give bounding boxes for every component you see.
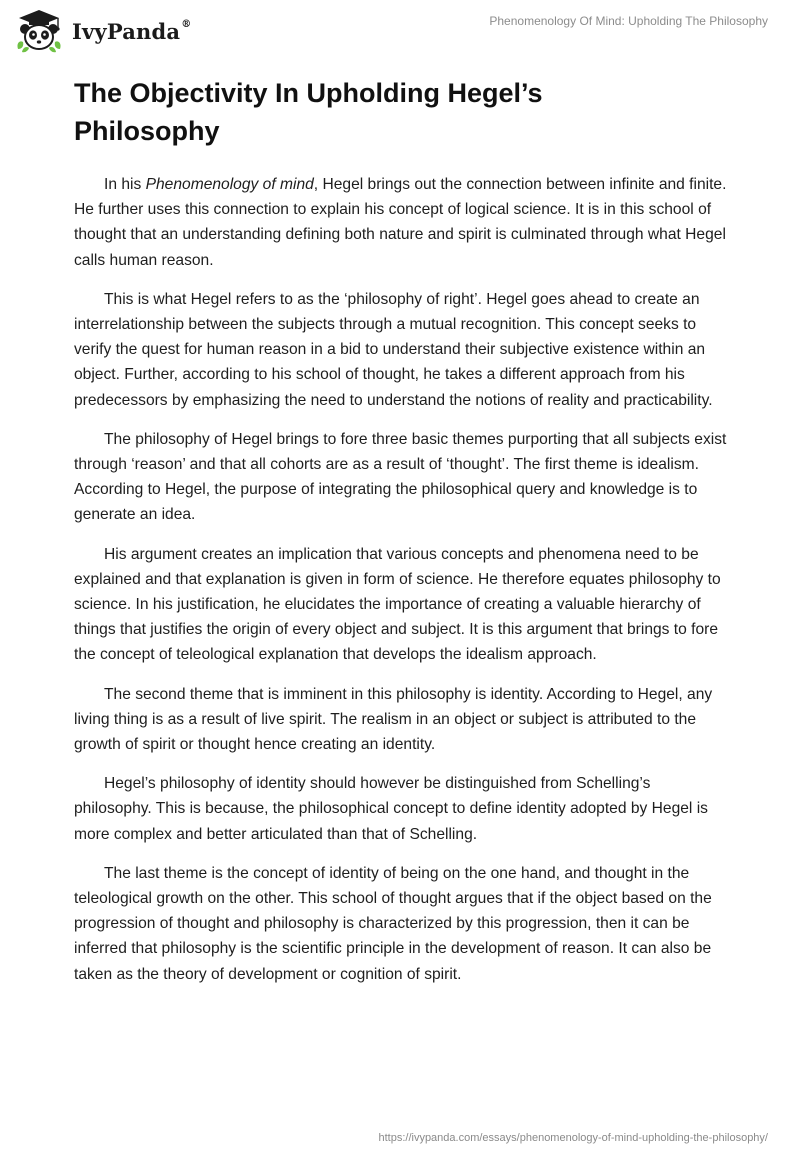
source-url-link[interactable]: https://ivypanda.com/essays/phenomenology-of-mind-upholding-the-philosophy/: [378, 1132, 768, 1144]
article-title-line-1: The Objectivity In Upholding Hegel’s: [74, 78, 543, 108]
book-title: Phenomenology of mind: [145, 176, 314, 193]
paragraph-1: In his Phenomenology of mind, Hegel brings out the connection between infinite and finite. He further uses this connection to explain his concept of logical science. It is in this school of thought that an understanding defining both nature and spirit is culminated through what Hegel calls human reason.: [74, 176, 727, 269]
ivypanda-logo[interactable]: [14, 9, 191, 53]
paragraph-3: The philosophy of Hegel brings to fore three basic themes purporting that all subjects exist through ‘reason’ and that all cohorts are as a result of ‘thought’. The first theme is idealism. According to Hegel, the purpose of integrating the philosophical query and knowledge is to generate an idea.: [74, 430, 727, 524]
article-title-line-2: Philosophy: [74, 116, 220, 146]
article-title: [74, 74, 674, 150]
paragraph-6: Hegel’s philosophy of identity should however be distinguished from Schelling’s philosophy. This is because, the philosophical concept to define identity adopted by Hegel is more complex and better articulated than that of Schelling.: [74, 775, 708, 843]
paragraph-5: The second theme that is imminent in this philosophy is identity. According to Hegel, any living thing is as a result of live spirit. The realism in an object or subject is attributed to the growth of spirit or thought hence creating an identity.: [74, 685, 713, 754]
brand-name: IvyPanda®: [72, 18, 192, 44]
paragraph-7: The last theme is the concept of identity of being on the one hand, and thought in the teleological growth on the other. This school of thought argues that if the object based on the progression of thought and philosophy is characterized by this progression, then it can be inferred that philosophy is the scientific principle in the development of reason. It can also be taken as the theory of development or cognition of spirit.: [74, 864, 712, 983]
paragraph-4: His argument creates an implication that various concepts and phenomena need to be explained and that explanation is given in form of science. He therefore equates philosophy to science. In his justification, he elucidates the importance of creating a valuable hierarchy of things that justifies the origin of every object and subject. It is this argument that brings to fore the concept of teleological explanation that develops the idealism approach.: [74, 545, 721, 664]
registered-mark: ®: [181, 18, 192, 30]
running-title: Phenomenology Of Mind: Upholding The Philosophy: [489, 14, 768, 28]
article-body: [74, 172, 728, 1001]
paragraph-2: This is what Hegel refers to as the ‘philosophy of right’. Hegel goes ahead to create an interrelationship between the subjects through a mutual recognition. This concept seeks to verify the quest for human reason in a bid to understand their subjective existence within an object. Further, according to his school of thought, he takes a different approach from his predecessors by emphasizing the need to understand the notions of reality and practicability.: [74, 290, 713, 409]
page-header: [0, 0, 800, 62]
panda-graduate-icon: [14, 9, 64, 53]
